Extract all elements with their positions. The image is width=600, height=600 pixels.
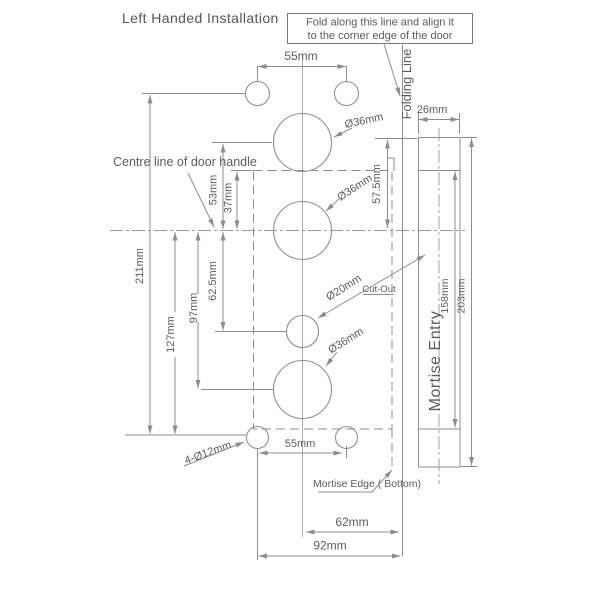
dim-text: 92mm: [313, 538, 347, 553]
mortise-edge-label: Mortise Edge ( Bottom): [313, 478, 421, 490]
fold-note-line2: to the corner edge of the door: [307, 30, 453, 42]
dim-text: 26mm: [416, 104, 448, 116]
dim-text: 211mm: [134, 248, 146, 284]
dim-text: 203mm: [455, 278, 468, 314]
dim-text: 62.5mm: [207, 261, 219, 301]
dim-text: 55mm: [284, 49, 318, 63]
folding-line-label: Folding Line: [399, 48, 414, 120]
dim-text: 97mm: [188, 292, 200, 324]
hole-label: 4-Ø12mm: [182, 438, 234, 468]
cutout-label: Cut-Out: [362, 284, 396, 295]
hole-label: Ø36mm: [335, 172, 375, 204]
centre-line-label: Centre line of door handle: [113, 155, 257, 169]
dim-text: 55mm: [284, 438, 316, 450]
fold-note-line1: Fold along this line and align it: [306, 16, 454, 29]
hole-label: Ø36mm: [326, 325, 366, 357]
dim-text: 62mm: [335, 515, 369, 529]
dim-text: 158mm: [439, 278, 451, 314]
dim-text: 127mm: [165, 316, 177, 353]
dim-text: 57.5mm: [371, 164, 383, 204]
hole-label: Ø20mm: [324, 272, 364, 304]
mortise-entry-label: Mortise Entry: [427, 310, 444, 412]
page-title: Left Handed Installation: [122, 10, 279, 26]
dim-text: 37mm: [222, 182, 235, 214]
hole-label: Ø36mm: [343, 111, 385, 131]
dim-text: 53mm: [207, 174, 220, 206]
